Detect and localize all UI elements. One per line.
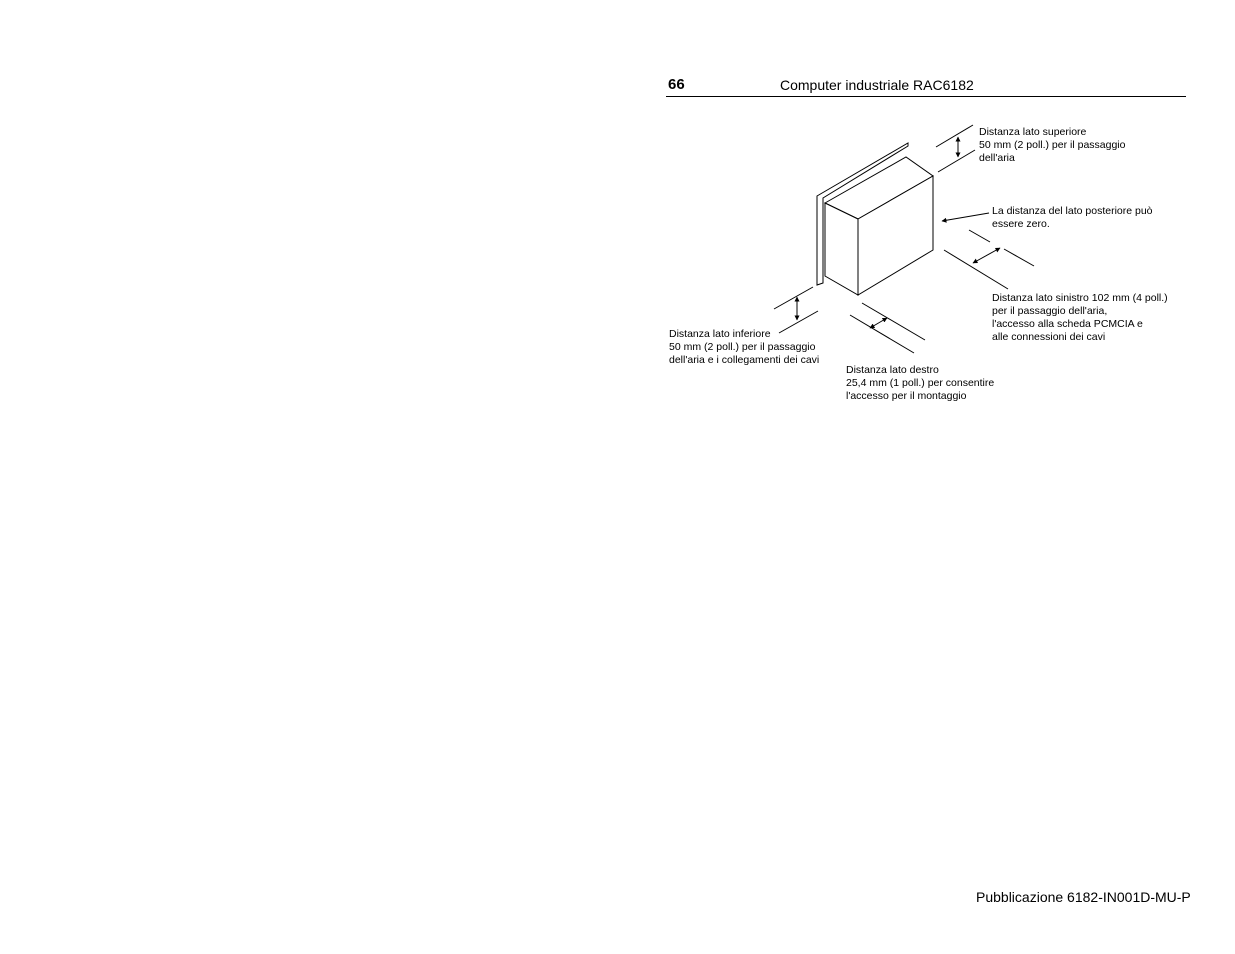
- rear-clearance-pointer: [942, 213, 989, 221]
- callout-left-clearance: Distanza lato sinistro 102 mm (4 poll.) per il passaggio dell'aria, l'accesso alla scheda PCMCIA e alle connessioni dei cavi: [992, 292, 1168, 343]
- callout-top-clearance: Distanza lato superiore 50 mm (2 poll.) per il passaggio dell'aria: [979, 126, 1126, 164]
- page-number: 66: [668, 76, 685, 93]
- computer-box: [825, 157, 933, 295]
- left-clearance-indicator: [944, 230, 1034, 289]
- publication-number: Pubblicazione 6182-IN001D-MU-P: [976, 889, 1191, 905]
- bottom-clearance-indicator: [774, 287, 818, 333]
- callout-right-clearance: Distanza lato destro 25,4 mm (1 poll.) per consentire l'accesso per il montaggio: [846, 364, 995, 402]
- callout-bottom-clearance: Distanza lato inferiore 50 mm (2 poll.) per il passaggio dell'aria e i collegamenti dei cavi: [669, 328, 820, 366]
- top-clearance-indicator: [936, 125, 975, 172]
- running-title: Computer industriale RAC6182: [780, 77, 974, 93]
- right-clearance-indicator: [850, 303, 925, 353]
- callout-rear-clearance: La distanza del lato posteriore può essere zero.: [992, 205, 1153, 230]
